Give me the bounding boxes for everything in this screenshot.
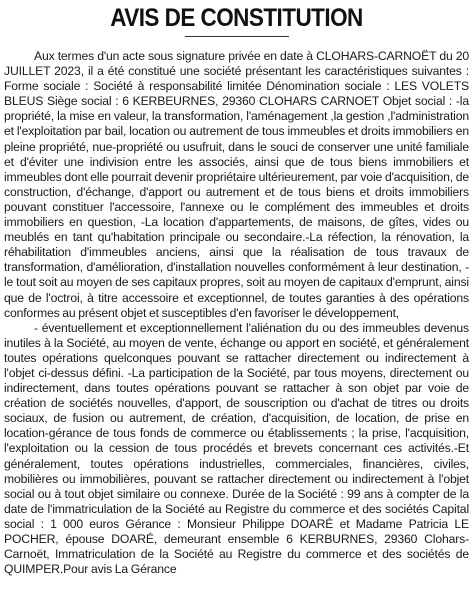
title-underline (185, 36, 289, 37)
notice-paragraph: - éventuellement et exceptionnellement l'aliénation du ou des immeubles devenus inutiles à la Société, au moyen de vente, échange ou apport en société, et généralement toutes opérations quelconques pouvant se rattacher directement ou indirectement à l'objet ci-dessus défini. -La participation de la Société, par tous moyens, directement ou indirectement, dans toutes opérations pouvant se rattacher à son objet par voie de création de sociétés nouvelles, d'apport, de souscription ou d'achat de titres ou droits sociaux, de fusion ou autrement, de création, d'acquisition, de location, de prise en location-gérance de tous fonds de commerce ou établissements ; la prise, l'acquisition, l'exploitation ou la cession de tous procédés et brevets concernant ces activités.-Et généralement, toutes opérations industrielles, commerciales, financières, civiles, mobilières ou immobilières, pouvant se rattacher directement ou indirectement à l'objet social ou à tout objet similaire ou connexe. Durée de la Société : 99 ans à compter de la date de l'immatriculation de la Société au Registre du commerce et des sociétés Capital social : 1 000 euros Gérance : Monsieur Philippe DOARÉ et Madame Patricia LE POCHER, épouse DOARÉ, demeurant ensemble 6 KERBURNES, 29360 Clohars-Carnoët, Immatriculation de la Société au Registre du commerce et des sociétés de QUIMPER.Pour avis La Gérance (4, 320, 469, 577)
notice-paragraph: Aux termes d'un acte sous signature privée en date à CLOHARS-CARNOËT du 20 JUILLET 2023, il a été constitué une société présentant les caractéristiques suivantes : Forme sociale : Société à responsabilité limitée Dénomination sociale : LES VOLETS BLEUS Siège social : 6 KERBEURNES, 29360 CLOHARS CARNOET Objet social : -la propriété, la mise en valeur, la transformation, l'aménagement ,la gestion ,l'administration et l'exploitation par bail, location ou autrement de tous immeubles et droits immobiliers en pleine propriété, nue-propriété ou usufruit, dans le souci de conserver une unité familiale et d'éviter une indivision entre les associés, ainsi que de tous biens immobiliers et immeubles dont elle pourrait devenir propriétaire ultérieurement, par voie d'acquisition, de construction, d'échange, d'apport ou autrement et de tous biens et droits immobiliers pouvant constituer l'accessoire, l'annexe ou le complément des immeubles et droits immobiliers en question, -La location d'appartements, de maisons, de gîtes, vides ou meublés en tant qu'habitation principale ou secondaire.-La réfection, la rénovation, la réhabilitation d'immeubles anciens, ainsi que la réalisation de tous travaux de transformation, d'amélioration, d'installation nouvelles conformément à leur destination, -le tout soit au moyen de ses capitaux propres, soit au moyen de capitaux d'emprunt, ainsi que de l'octroi, à titre accessoire et exceptionnel, de toutes garanties à des opérations conformes au présent objet et susceptibles d'en favoriser le développement, (4, 49, 469, 320)
notice-title: AVIS DE CONSTITUTION (110, 4, 363, 32)
notice-body (4, 49, 469, 577)
